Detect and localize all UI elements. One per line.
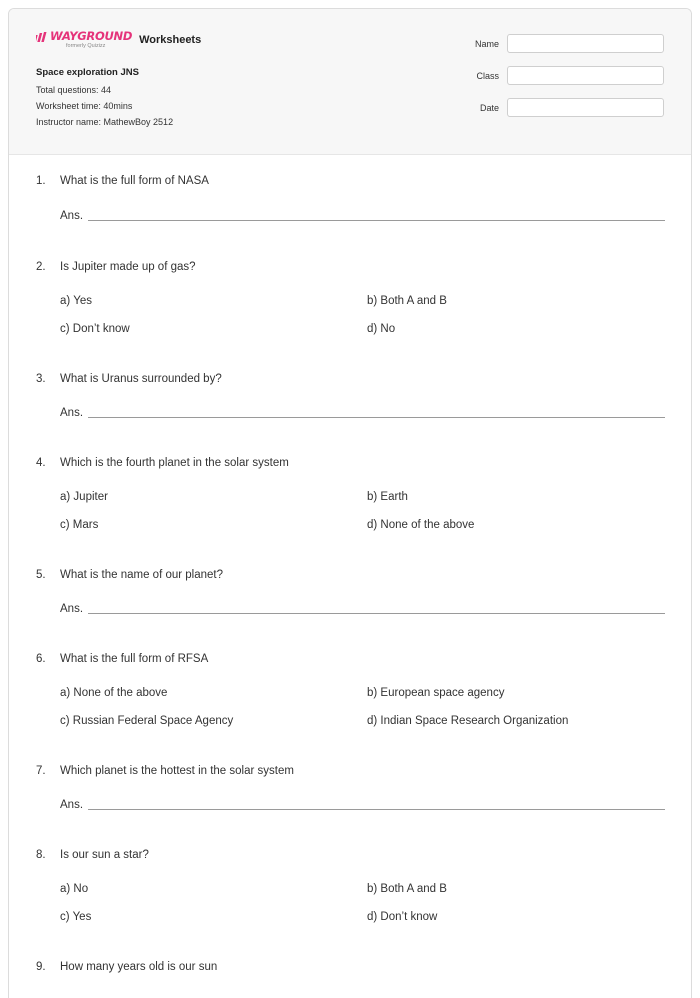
total-questions: Total questions: 44 — [36, 85, 112, 95]
question-number: 9. — [36, 961, 46, 973]
worksheet-title: Space exploration JNS — [36, 67, 139, 78]
worksheet-meta — [36, 67, 173, 133]
option-a[interactable]: a) Yes — [60, 295, 92, 307]
question-number: 8. — [36, 849, 46, 861]
worksheet-page — [8, 8, 692, 998]
logo-subtitle: formerly Quizizz — [66, 42, 106, 49]
name-row — [475, 34, 664, 53]
option-a[interactable]: a) Jupiter — [60, 491, 108, 503]
option-b[interactable]: b) Both A and B — [367, 883, 447, 895]
date-field[interactable] — [507, 98, 664, 117]
option-c[interactable]: c) Don’t know — [60, 323, 130, 335]
question-number: 6. — [36, 653, 46, 665]
worksheet-header — [9, 9, 691, 155]
question-text: Which is the fourth planet in the solar system — [60, 457, 289, 469]
brand-title: Worksheets — [139, 34, 202, 46]
question-number: 4. — [36, 457, 46, 469]
brand — [36, 31, 201, 49]
date-label: Date — [479, 102, 499, 113]
question-text: Is Jupiter made up of gas? — [60, 261, 196, 273]
option-d[interactable]: d) Indian Space Research Organization — [367, 715, 569, 727]
option-d[interactable]: d) No — [367, 323, 396, 335]
answer-label: Ans. — [60, 799, 84, 811]
option-d[interactable]: d) None of the above — [367, 519, 475, 531]
option-a[interactable]: a) None of the above — [60, 687, 168, 699]
answer-label: Ans. — [60, 603, 84, 615]
instructor-name: Instructor name: MathewBoy 2512 — [36, 117, 174, 127]
question-text: Which planet is the hottest in the solar system — [60, 765, 294, 777]
question-number: 3. — [36, 373, 46, 385]
answer-line[interactable] — [88, 417, 665, 418]
logo-wordmark: WAYGROUND — [50, 29, 133, 43]
name-field[interactable] — [507, 34, 664, 53]
option-c[interactable]: c) Mars — [60, 519, 99, 531]
option-a[interactable]: a) No — [60, 883, 89, 895]
answer-line[interactable] — [88, 613, 665, 614]
worksheet-time: Worksheet time: 40mins — [36, 101, 133, 111]
question-text: What is the name of our planet? — [60, 569, 224, 581]
question-number: 2. — [36, 261, 46, 273]
question-text: What is Uranus surrounded by? — [60, 373, 222, 385]
option-b[interactable]: b) Earth — [367, 491, 408, 503]
class-label: Class — [476, 70, 499, 81]
option-d[interactable]: d) Don’t know — [367, 911, 438, 923]
wayground-logo — [36, 31, 132, 49]
answer-label: Ans. — [60, 210, 84, 222]
question-text: What is the full form of NASA — [60, 175, 209, 187]
option-b[interactable]: b) European space agency — [367, 687, 505, 699]
question-number: 5. — [36, 569, 46, 581]
option-b[interactable]: b) Both A and B — [367, 295, 447, 307]
option-c[interactable]: c) Yes — [60, 911, 92, 923]
question-text: Is our sun a star? — [60, 849, 149, 861]
student-fields — [475, 34, 664, 130]
date-row — [475, 98, 664, 117]
question-number: 1. — [36, 175, 46, 187]
question-text: What is the full form of RFSA — [60, 653, 209, 665]
question-number: 7. — [36, 765, 46, 777]
option-c[interactable]: c) Russian Federal Space Agency — [60, 715, 234, 727]
answer-line[interactable] — [88, 809, 665, 810]
logo-mark-icon — [36, 32, 48, 42]
class-field[interactable] — [507, 66, 664, 85]
answer-line[interactable] — [88, 220, 665, 221]
answer-label: Ans. — [60, 407, 84, 419]
class-row — [475, 66, 664, 85]
name-label: Name — [474, 38, 499, 49]
question-text: How many years old is our sun — [60, 961, 218, 973]
